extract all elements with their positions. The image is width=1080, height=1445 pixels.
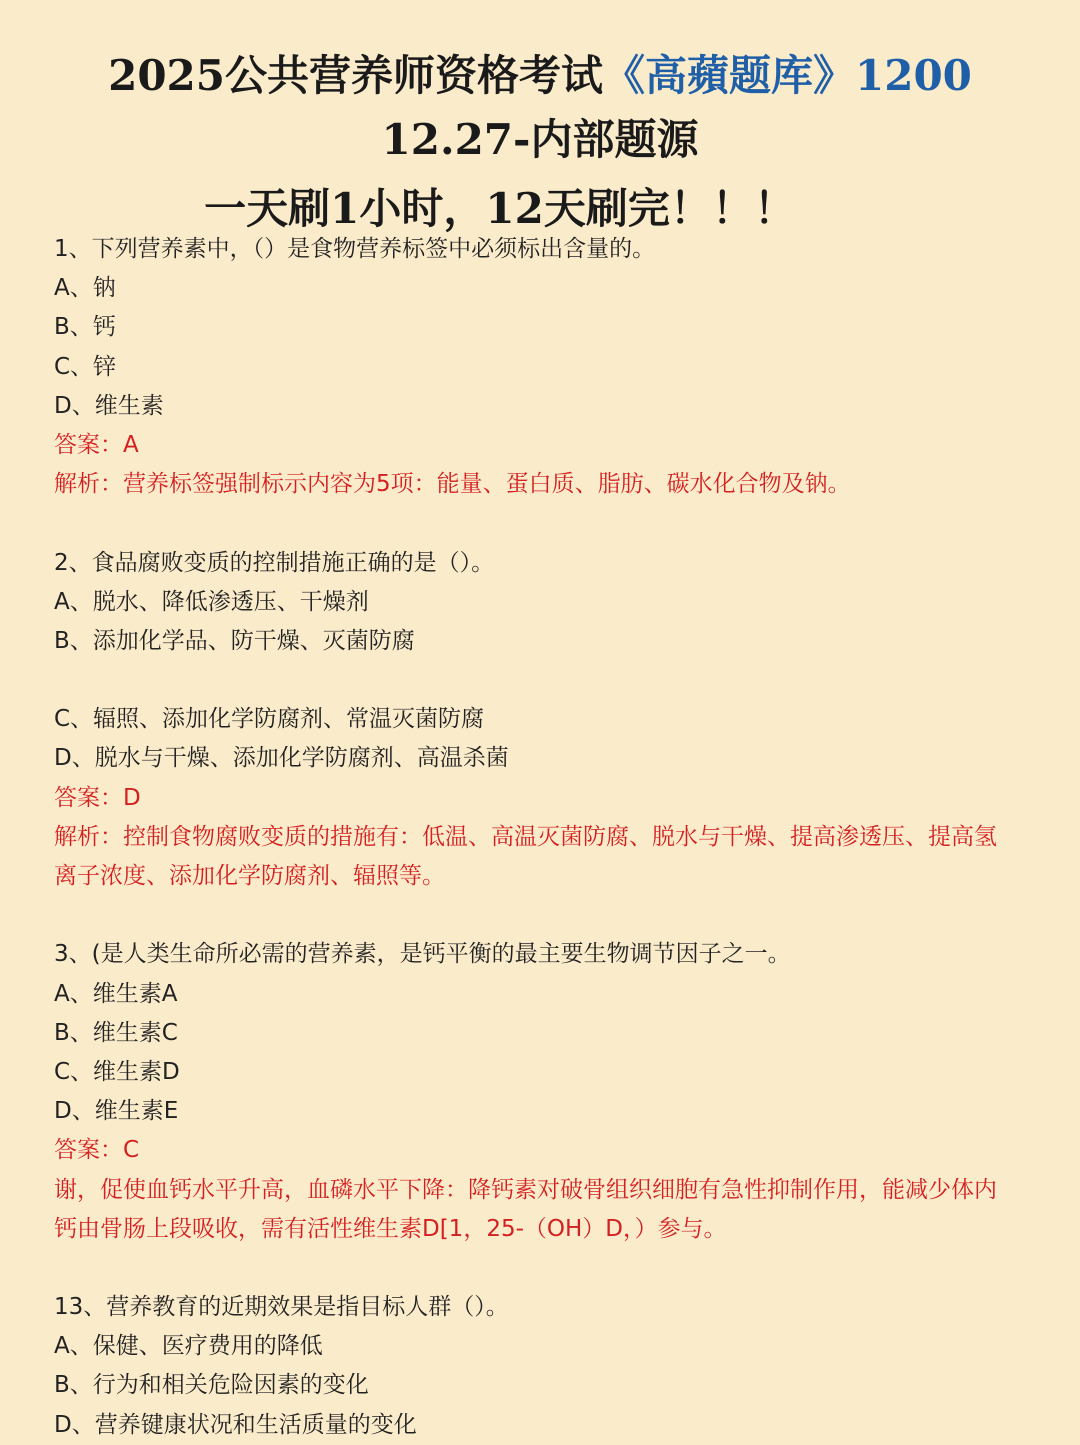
title-accent: 《高蘋题库》1200 xyxy=(603,51,972,100)
spacer xyxy=(54,1249,1044,1288)
spacer xyxy=(54,896,1044,935)
option: C、锌 xyxy=(54,353,117,380)
question-stem: 13、营养教育的近期效果是指目标人群（）。 xyxy=(54,1294,509,1321)
analysis: 谢，促使血钙水平升高，血磷水平下降：降钙素对破骨组织细胞有急性抑制作用，能减少体内 xyxy=(54,1176,997,1203)
option: A、钠 xyxy=(54,275,116,302)
question-stem: 3、(是人类生命所必需的营养素，是钙平衡的最主要生物调节因子之一。 xyxy=(54,941,791,968)
answer: 答案：C xyxy=(54,1137,140,1164)
option: D、维生素 xyxy=(54,392,164,419)
title-prefix: 2025公共营养师资格考试 xyxy=(108,51,603,100)
option: B、添加化学品、防干燥、灭菌防腐 xyxy=(54,627,415,654)
question-list xyxy=(54,230,1044,1445)
analysis: 解析：营养标签强制标示内容为5项：能量、蛋白质、脂肪、碳水化合物及钠。 xyxy=(54,471,851,498)
title-line-2: 12.27-内部题源 xyxy=(381,115,699,164)
option: A、保健、医疗费用的降低 xyxy=(54,1333,323,1360)
option: D、脱水与干燥、添加化学防腐剂、高温杀菌 xyxy=(54,745,509,772)
title-line-3: 一天刷1小时，12天刷完！！！ xyxy=(204,184,796,233)
option: B、钙 xyxy=(54,314,116,341)
option: B、行为和相关危险因素的变化 xyxy=(54,1372,369,1399)
option: D、维生素E xyxy=(54,1098,179,1125)
analysis: 解析：控制食物腐败变质的措施有：低温、高温灭菌防腐、脱水与干燥、提高渗透压、提高氢 xyxy=(54,823,997,850)
option: C、维生素D xyxy=(54,1058,180,1085)
option: A、维生素A xyxy=(54,980,178,1007)
title-line-1 xyxy=(0,51,1080,100)
option: A、脱水、降低渗透压、干燥剂 xyxy=(54,588,369,615)
option: D、营养键康状况和生活质量的变化 xyxy=(54,1411,417,1438)
analysis: 钙由骨肠上段吸收，需有活性维生素D[1，25-（OH）D，）参与。 xyxy=(54,1215,727,1242)
answer: 答案：A xyxy=(54,431,139,458)
answer: 答案：D xyxy=(54,784,141,811)
option: C、辐照、添加化学防腐剂、常温灭菌防腐 xyxy=(54,706,485,733)
option: B、维生素C xyxy=(54,1019,178,1046)
question-stem: 1、下列营养素中，（）是食物营养标签中必须标出含量的。 xyxy=(54,236,656,262)
spacer xyxy=(54,661,1044,700)
spacer xyxy=(54,504,1044,543)
analysis: 离子浓度、添加化学防腐剂、辐照等。 xyxy=(54,863,445,889)
question-stem: 2、食品腐败变质的控制措施正确的是（）。 xyxy=(54,549,495,576)
